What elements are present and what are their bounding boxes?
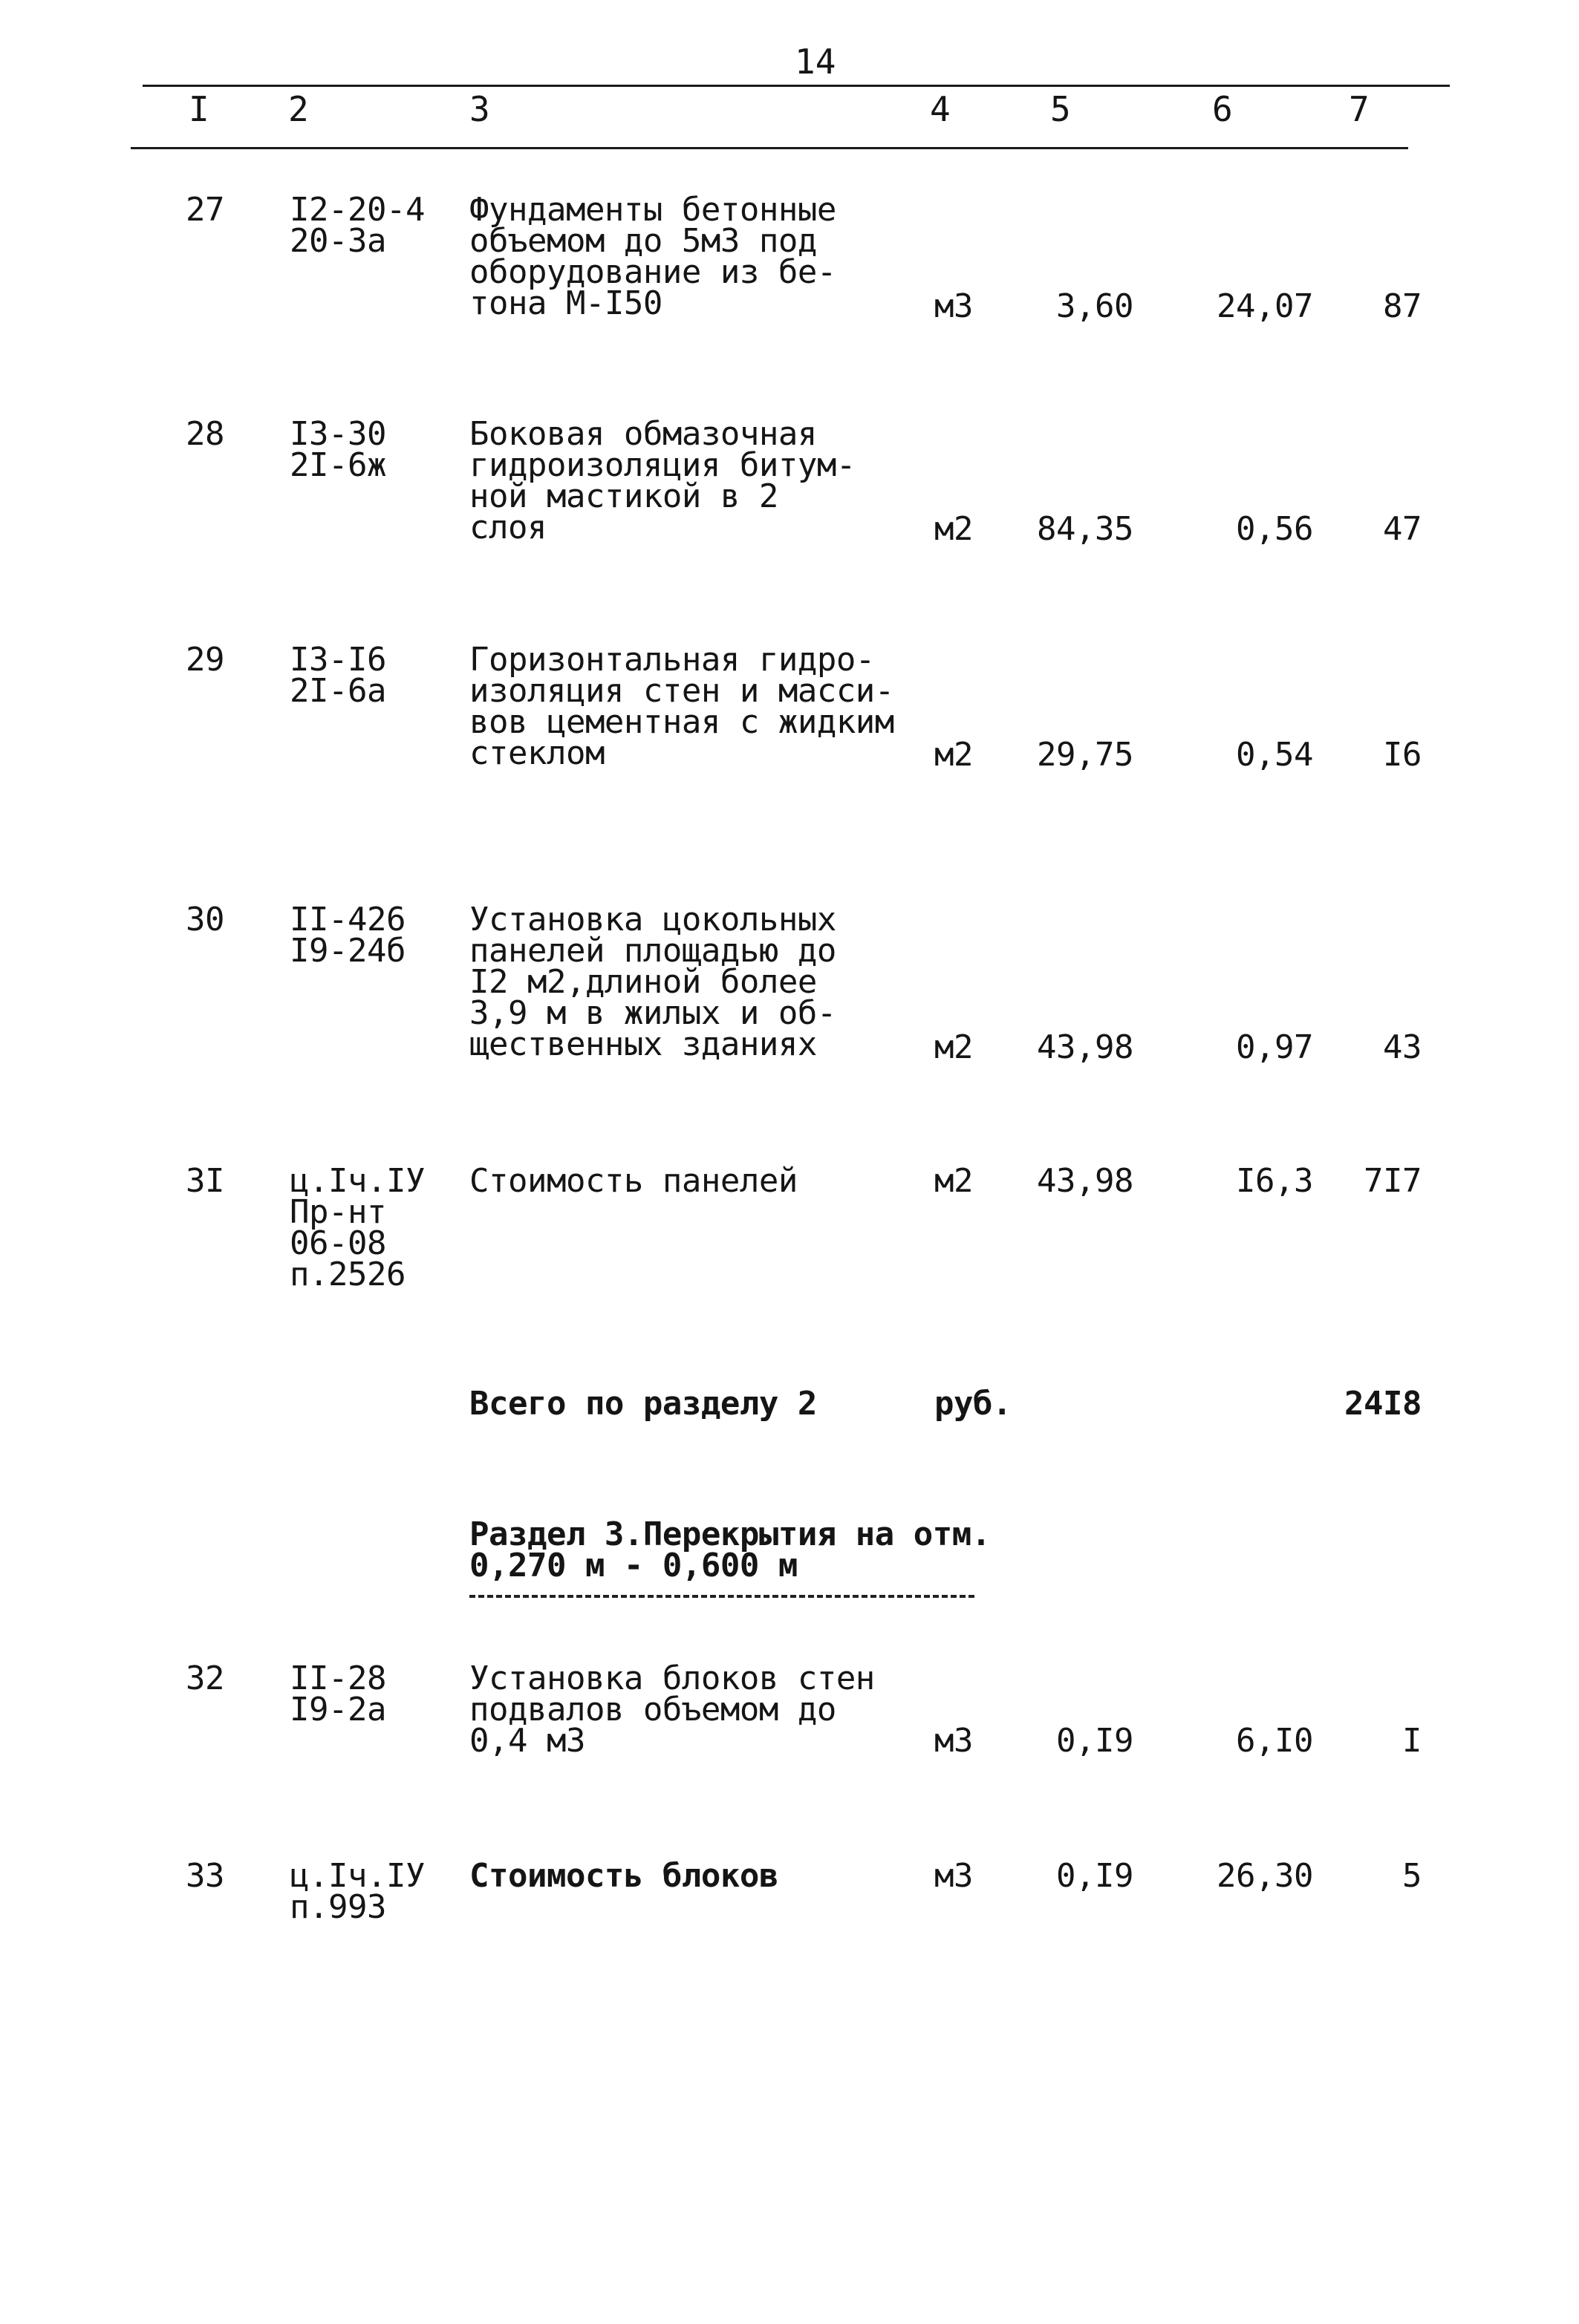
page-number: 14 bbox=[795, 42, 836, 82]
row-code-line: ц.Iч.IУ bbox=[290, 1162, 425, 1200]
row-unit: м2 bbox=[934, 1028, 973, 1066]
row-number: 30 bbox=[186, 901, 224, 939]
row-unit-price: 0,56 bbox=[1236, 510, 1313, 548]
row-code bbox=[290, 1659, 386, 1729]
row-code bbox=[290, 1857, 425, 1926]
row-description-line: изоляция стен и масси- bbox=[469, 672, 894, 710]
row-total: I6 bbox=[1383, 736, 1422, 774]
header-bottom-rule bbox=[131, 147, 1408, 149]
row-description-line: тона М-I50 bbox=[469, 284, 662, 322]
row-unit: м3 bbox=[934, 1722, 973, 1760]
row-description-line: 3,9 м в жилых и об- bbox=[469, 994, 836, 1032]
row-code-line: II-28 bbox=[290, 1659, 386, 1697]
row-number: 32 bbox=[186, 1659, 224, 1697]
row-quantity: 29,75 bbox=[1037, 736, 1133, 774]
row-code bbox=[290, 415, 386, 484]
row-description-line: I2 м2,длиной более bbox=[469, 963, 817, 1001]
row-description-line: панелей площадью до bbox=[469, 932, 836, 970]
row-code-line: I9-24б bbox=[290, 932, 406, 970]
row-description-line: Стоимость панелей bbox=[469, 1162, 798, 1200]
row-description bbox=[469, 1857, 778, 1895]
row-number: 27 bbox=[186, 191, 224, 229]
row-code-line: 20-3а bbox=[290, 222, 386, 260]
section-heading-underline bbox=[469, 1595, 974, 1602]
row-description-line: объемом до 5м3 под bbox=[469, 222, 817, 260]
row-description-line: гидроизоляция битум- bbox=[469, 446, 856, 484]
row-unit: м3 bbox=[934, 1857, 973, 1895]
row-description-line: Установка цокольных bbox=[469, 901, 836, 939]
row-code-line: Пр-нт bbox=[290, 1193, 386, 1231]
header-top-rule bbox=[143, 85, 1450, 87]
column-header-6: 6 bbox=[1212, 89, 1233, 129]
section-total-unit: руб. bbox=[934, 1385, 1012, 1423]
column-header-3: 3 bbox=[469, 89, 490, 129]
row-description bbox=[469, 1659, 875, 1760]
row-description-line: Боковая обмазочная bbox=[469, 415, 817, 453]
column-header-7: 7 bbox=[1349, 89, 1370, 129]
section-total-label: Всего по разделу 2 bbox=[469, 1385, 817, 1423]
row-unit-price: 0,97 bbox=[1236, 1028, 1313, 1066]
row-description bbox=[469, 641, 894, 772]
row-number: 28 bbox=[186, 415, 224, 453]
column-header-1: I bbox=[189, 89, 209, 129]
row-code-line: I3-30 bbox=[290, 415, 386, 453]
column-header-2: 2 bbox=[288, 89, 309, 129]
column-header-5: 5 bbox=[1050, 89, 1071, 129]
row-number: 29 bbox=[186, 641, 224, 679]
row-description-line: 0,4 м3 bbox=[469, 1722, 585, 1760]
row-code-line: I3-I6 bbox=[290, 641, 386, 679]
row-code bbox=[290, 901, 406, 970]
row-description-line: вов цементная с жидким bbox=[469, 703, 894, 741]
section-heading-line1: Раздел 3.Перекрытия на отм. bbox=[469, 1515, 991, 1553]
row-description bbox=[469, 901, 836, 1063]
row-description-line: слоя bbox=[469, 509, 547, 546]
row-unit-price: 26,30 bbox=[1217, 1857, 1313, 1895]
row-number: 33 bbox=[186, 1857, 224, 1895]
row-unit: м2 bbox=[934, 1162, 973, 1200]
row-unit: м3 bbox=[934, 287, 973, 325]
row-description bbox=[469, 415, 856, 546]
section-total-amount: 24I8 bbox=[1344, 1385, 1422, 1423]
row-description-line: оборудование из бе- bbox=[469, 253, 836, 291]
row-description-line: щественных зданиях bbox=[469, 1025, 817, 1063]
row-code-line: I9-2а bbox=[290, 1691, 386, 1729]
row-total: 43 bbox=[1383, 1028, 1422, 1066]
row-code-line: II-426 bbox=[290, 901, 406, 939]
row-code-line: п.2526 bbox=[290, 1256, 406, 1293]
section-heading-line2: 0,270 м - 0,600 м bbox=[469, 1547, 798, 1584]
row-total: 47 bbox=[1383, 510, 1422, 548]
row-code-line: 2I-6ж bbox=[290, 446, 386, 484]
row-code-line: 06-08 bbox=[290, 1224, 386, 1262]
row-code bbox=[290, 641, 386, 710]
row-quantity: 43,98 bbox=[1037, 1162, 1133, 1200]
row-unit: м2 bbox=[934, 736, 973, 774]
row-description-line: стеклом bbox=[469, 734, 605, 772]
row-code bbox=[290, 1162, 425, 1293]
row-unit-price: I6,3 bbox=[1236, 1162, 1313, 1200]
row-unit-price: 0,54 bbox=[1236, 736, 1313, 774]
row-code-line: ц.Iч.IУ bbox=[290, 1857, 425, 1895]
row-quantity: 3,60 bbox=[1056, 287, 1133, 325]
row-description-line: Горизонтальная гидро- bbox=[469, 641, 875, 679]
row-description-line: Стоимость блоков bbox=[469, 1857, 778, 1895]
row-total: 87 bbox=[1383, 287, 1422, 325]
row-description-line: Фундаменты бетонные bbox=[469, 191, 836, 229]
row-description-line: ной мастикой в 2 bbox=[469, 477, 778, 515]
row-quantity: 84,35 bbox=[1037, 510, 1133, 548]
row-quantity: 43,98 bbox=[1037, 1028, 1133, 1066]
row-unit-price: 6,I0 bbox=[1236, 1722, 1313, 1760]
row-total: 5 bbox=[1402, 1857, 1422, 1895]
row-quantity: 0,I9 bbox=[1056, 1722, 1133, 1760]
row-description bbox=[469, 191, 836, 322]
column-header-4: 4 bbox=[930, 89, 951, 129]
row-description bbox=[469, 1162, 798, 1200]
row-description-line: подвалов объемом до bbox=[469, 1691, 836, 1729]
row-unit: м2 bbox=[934, 510, 973, 548]
row-number: 3I bbox=[186, 1162, 224, 1200]
row-code-line: 2I-6а bbox=[290, 672, 386, 710]
row-quantity: 0,I9 bbox=[1056, 1857, 1133, 1895]
row-code-line: п.993 bbox=[290, 1888, 386, 1926]
row-code-line: I2-20-4 bbox=[290, 191, 425, 229]
row-total: I bbox=[1402, 1722, 1422, 1760]
row-unit-price: 24,07 bbox=[1217, 287, 1313, 325]
row-total: 7I7 bbox=[1364, 1162, 1422, 1200]
row-code bbox=[290, 191, 425, 260]
row-description-line: Установка блоков стен bbox=[469, 1659, 875, 1697]
